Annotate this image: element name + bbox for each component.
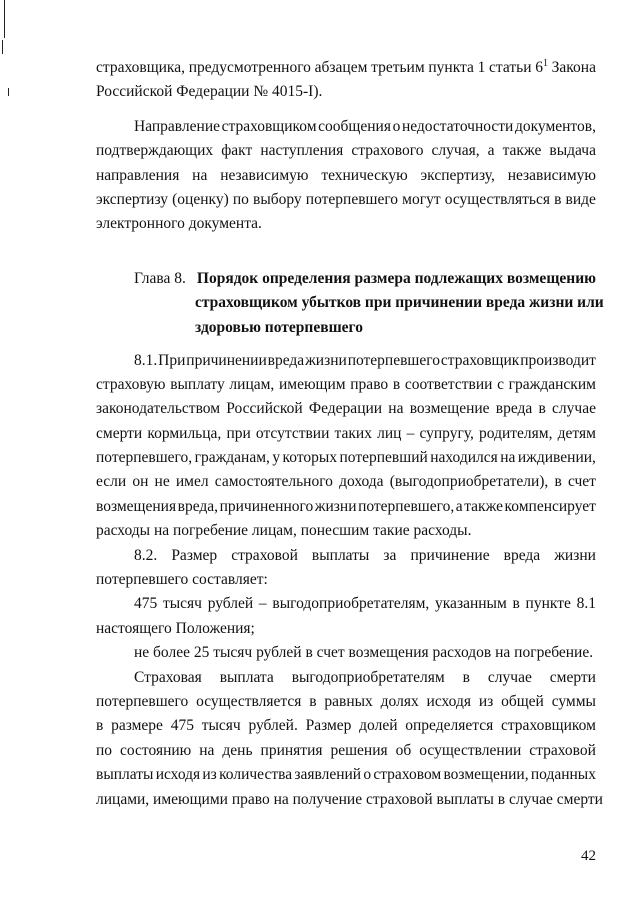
word: также xyxy=(502,142,542,160)
word: кормильца, xyxy=(147,424,222,442)
word: Закона xyxy=(551,59,596,76)
chapter-title-line: Порядок определения размера подлежащих возмещению xyxy=(196,269,596,287)
text-line xyxy=(96,617,596,641)
word: законодательством xyxy=(96,400,221,418)
word: независимую xyxy=(220,166,309,184)
word: – xyxy=(406,424,415,442)
text-line xyxy=(96,519,596,543)
word: расходы на погребение лицам, понесшим такие расходы. xyxy=(96,522,472,540)
word: по xyxy=(232,190,249,208)
word: 1 xyxy=(477,59,486,76)
text-line xyxy=(96,666,596,690)
word: рублей xyxy=(207,595,254,613)
word: виде xyxy=(565,190,596,208)
chapter-heading xyxy=(96,267,604,341)
word: у xyxy=(272,449,281,467)
word: страховщиком xyxy=(221,117,317,135)
word: осуществляться xyxy=(444,190,550,208)
chapter-heading-line xyxy=(96,316,596,341)
word: о xyxy=(363,766,372,784)
word: страховую xyxy=(96,375,166,393)
word: предусмотренного xyxy=(188,59,311,76)
word: причинение xyxy=(410,546,490,564)
word: количества xyxy=(219,766,293,784)
word: не xyxy=(154,473,170,491)
word: на xyxy=(388,400,404,418)
word: выдача xyxy=(549,142,596,160)
paragraph-gap xyxy=(96,237,596,253)
paragraph xyxy=(96,115,596,237)
word: жизни xyxy=(314,497,357,515)
word: 475 xyxy=(134,595,158,613)
word: Федерации xyxy=(308,400,383,418)
scan-edge-mark xyxy=(8,88,9,96)
text-line xyxy=(96,349,596,373)
text-line xyxy=(96,763,596,787)
word: в xyxy=(309,692,317,710)
chapter-heading-line xyxy=(96,267,596,292)
word: рублей. xyxy=(248,717,298,735)
word: потерпевшего составляет: xyxy=(96,571,268,589)
word: при xyxy=(226,424,251,442)
word: лицам, xyxy=(229,375,275,393)
word: общей xyxy=(501,692,544,710)
word: поданных xyxy=(530,766,596,784)
word: дохода xyxy=(339,473,384,491)
text-line xyxy=(96,739,596,763)
word: указанным xyxy=(435,595,507,613)
word: потерпевшего xyxy=(96,692,189,710)
word: осуществляется xyxy=(196,692,302,710)
word: день xyxy=(222,741,253,759)
word: супругу, xyxy=(419,424,474,442)
word: на xyxy=(199,741,215,759)
word: $6^1$ xyxy=(535,57,548,76)
word: потерпевшего, xyxy=(358,497,455,515)
word: состоянию xyxy=(120,741,192,759)
text-line xyxy=(96,690,596,714)
word: имеющим xyxy=(278,375,346,393)
word: выплаты xyxy=(96,766,154,784)
word: размере xyxy=(111,717,163,735)
word: причиненного xyxy=(219,497,314,515)
word: Российской Федерации № 4015-I). xyxy=(96,83,323,101)
word: в xyxy=(554,190,562,208)
word: потерпевшего xyxy=(347,351,440,369)
word: сообщения xyxy=(318,117,391,135)
word: выгодоприобретателям xyxy=(291,668,445,686)
word: вреда, xyxy=(177,497,219,515)
paragraph xyxy=(96,641,596,665)
word: 8.1 xyxy=(576,595,596,613)
word: наступления xyxy=(260,142,344,160)
word: выгодоприобретателям, xyxy=(272,595,430,613)
paragraph xyxy=(96,544,596,593)
word: суммы xyxy=(551,692,596,710)
word: настоящего Положения; xyxy=(96,619,255,637)
text-line xyxy=(96,568,596,592)
word: производит xyxy=(520,351,596,369)
text-line xyxy=(96,164,596,188)
text-line xyxy=(96,446,596,470)
word: страхового xyxy=(351,142,424,160)
word: на xyxy=(500,449,516,467)
word: решения xyxy=(330,741,388,759)
paragraph-gap xyxy=(96,105,596,115)
word: При xyxy=(158,351,186,369)
superscript: 1 xyxy=(542,57,548,69)
word: находился xyxy=(430,449,498,467)
chapter-number: Глава 8. xyxy=(134,269,186,287)
text-line xyxy=(96,212,596,236)
word: экспертизу, xyxy=(420,166,495,184)
word: имел xyxy=(175,473,209,491)
word: пункте xyxy=(525,595,571,613)
text-line xyxy=(96,139,596,163)
word: экспертизу xyxy=(96,190,169,208)
word: направления xyxy=(96,166,180,184)
word: о xyxy=(392,117,401,135)
word: лиц xyxy=(377,424,402,442)
word: 8.2. xyxy=(134,546,158,564)
text-line xyxy=(96,80,596,104)
word: из xyxy=(478,692,494,710)
word: (оценку) xyxy=(172,190,229,208)
word: абзацем xyxy=(314,59,368,76)
word: Размер xyxy=(171,546,218,564)
word: а xyxy=(455,497,463,515)
word: случае xyxy=(487,668,532,686)
word: долях xyxy=(380,692,419,710)
word: Страховая xyxy=(134,668,202,686)
word: 8.1. xyxy=(134,351,158,369)
word: счет xyxy=(567,473,596,491)
word: независимую xyxy=(507,166,596,184)
word: осуществлении xyxy=(419,741,522,759)
word: третьим xyxy=(371,59,425,76)
word: выплаты xyxy=(311,546,370,564)
word: заявлений xyxy=(294,766,362,784)
word: жизни xyxy=(554,546,596,564)
word: если xyxy=(96,473,127,491)
word: 475 xyxy=(170,717,194,735)
word: подтверждающих xyxy=(96,142,214,160)
word: долей xyxy=(359,717,398,735)
word: Направление xyxy=(134,117,220,135)
word: выплату xyxy=(170,375,225,393)
word: (выгодоприобретатели), xyxy=(389,473,549,491)
word: могут xyxy=(402,190,441,208)
scan-edge-mark xyxy=(2,40,3,54)
word: отсутствии xyxy=(255,424,330,442)
text-line xyxy=(96,56,596,80)
word: в xyxy=(392,375,401,393)
text-line xyxy=(96,714,596,738)
word: не более 25 тысяч рублей в счет возмещения расходов на погребение. xyxy=(134,644,594,662)
word: принятия xyxy=(260,741,323,759)
chapter-title-line: здоровью потерпевшего xyxy=(195,318,363,336)
word: страховой xyxy=(231,546,298,564)
word: случае xyxy=(552,400,596,418)
word: определяется xyxy=(405,717,494,735)
word: Российской xyxy=(226,400,303,418)
word: также xyxy=(464,497,503,515)
word: страховщика, xyxy=(96,59,185,76)
word: в xyxy=(512,595,520,613)
word: самостоятельного xyxy=(214,473,333,491)
word: пункта xyxy=(428,59,474,76)
word: потерпевшего xyxy=(305,190,399,208)
word: в xyxy=(96,717,104,735)
word: – xyxy=(258,595,267,613)
word: исходя xyxy=(155,766,201,784)
paragraph xyxy=(96,349,596,544)
word: возмещении, xyxy=(443,766,529,784)
word: вреда xyxy=(503,546,541,564)
word: техническую xyxy=(321,166,408,184)
word: смерти xyxy=(96,424,143,442)
word: смерти xyxy=(549,668,596,686)
paragraph xyxy=(96,666,603,812)
word: за xyxy=(383,546,397,564)
chapter-title-line: страховщиком убытков при причинении вреда жизни или xyxy=(195,294,604,312)
word: факт xyxy=(221,142,253,160)
word: тысяч xyxy=(162,595,202,613)
text-line xyxy=(96,188,596,212)
word: лицами, имеющими право на получение страховой выплаты в случае смерти xyxy=(96,790,603,808)
text-line xyxy=(96,397,596,421)
word: страховщиком xyxy=(500,717,596,735)
word: случая, xyxy=(431,142,480,160)
word: в xyxy=(554,473,562,491)
word: гражданам, xyxy=(194,449,270,467)
word: документов, xyxy=(514,117,596,135)
word: вреда xyxy=(495,400,533,418)
text-line xyxy=(96,592,596,616)
word: статьи xyxy=(489,59,532,76)
word: из xyxy=(202,766,217,784)
text-line xyxy=(96,470,596,494)
scan-edge-mark xyxy=(4,0,5,38)
word: в xyxy=(462,668,470,686)
word: выплата xyxy=(219,668,274,686)
word: с xyxy=(497,375,504,393)
word: вреда xyxy=(267,351,305,369)
word: компенсирует xyxy=(504,497,596,515)
top-paragraphs xyxy=(96,56,596,253)
word: по xyxy=(96,741,113,759)
word: право xyxy=(350,375,389,393)
word: потерпевший xyxy=(339,449,428,467)
text-line xyxy=(96,115,596,139)
word: он xyxy=(132,473,149,491)
text-line xyxy=(96,544,596,568)
word: Размер xyxy=(305,717,352,735)
word: а xyxy=(487,142,495,160)
word: на xyxy=(192,166,208,184)
word: возмещение xyxy=(409,400,490,418)
word: страховом xyxy=(373,766,442,784)
word: соответствии xyxy=(404,375,493,393)
word: тысяч xyxy=(201,717,241,735)
word: равных xyxy=(324,692,373,710)
word: гражданским xyxy=(508,375,596,393)
word: жизни xyxy=(305,351,347,369)
word: об xyxy=(395,741,412,759)
word: иждивении, xyxy=(517,449,596,467)
word: которых xyxy=(282,449,338,467)
text-line xyxy=(96,495,596,519)
word: выбору xyxy=(253,190,302,208)
word: родителям, xyxy=(479,424,553,442)
page-number: 42 xyxy=(581,848,596,864)
word: недостаточности xyxy=(401,117,514,135)
chapter-heading-line xyxy=(96,291,604,316)
word: таких xyxy=(334,424,372,442)
word: возмещения xyxy=(96,497,177,515)
word: электронного документа. xyxy=(96,215,262,233)
text-line xyxy=(96,788,603,812)
paragraph xyxy=(96,56,596,105)
word: детям xyxy=(557,424,596,442)
paragraph xyxy=(96,592,596,641)
text-line xyxy=(96,422,596,446)
document-body xyxy=(96,56,604,812)
body-paragraphs xyxy=(96,349,603,812)
word: в xyxy=(538,400,546,418)
word: причинении xyxy=(186,351,267,369)
word: потерпевшего, xyxy=(96,449,193,467)
text-line xyxy=(96,641,596,665)
word: страховщик xyxy=(440,351,520,369)
text-line xyxy=(96,373,596,397)
word: страховой xyxy=(529,741,596,759)
word: исходя xyxy=(426,692,471,710)
